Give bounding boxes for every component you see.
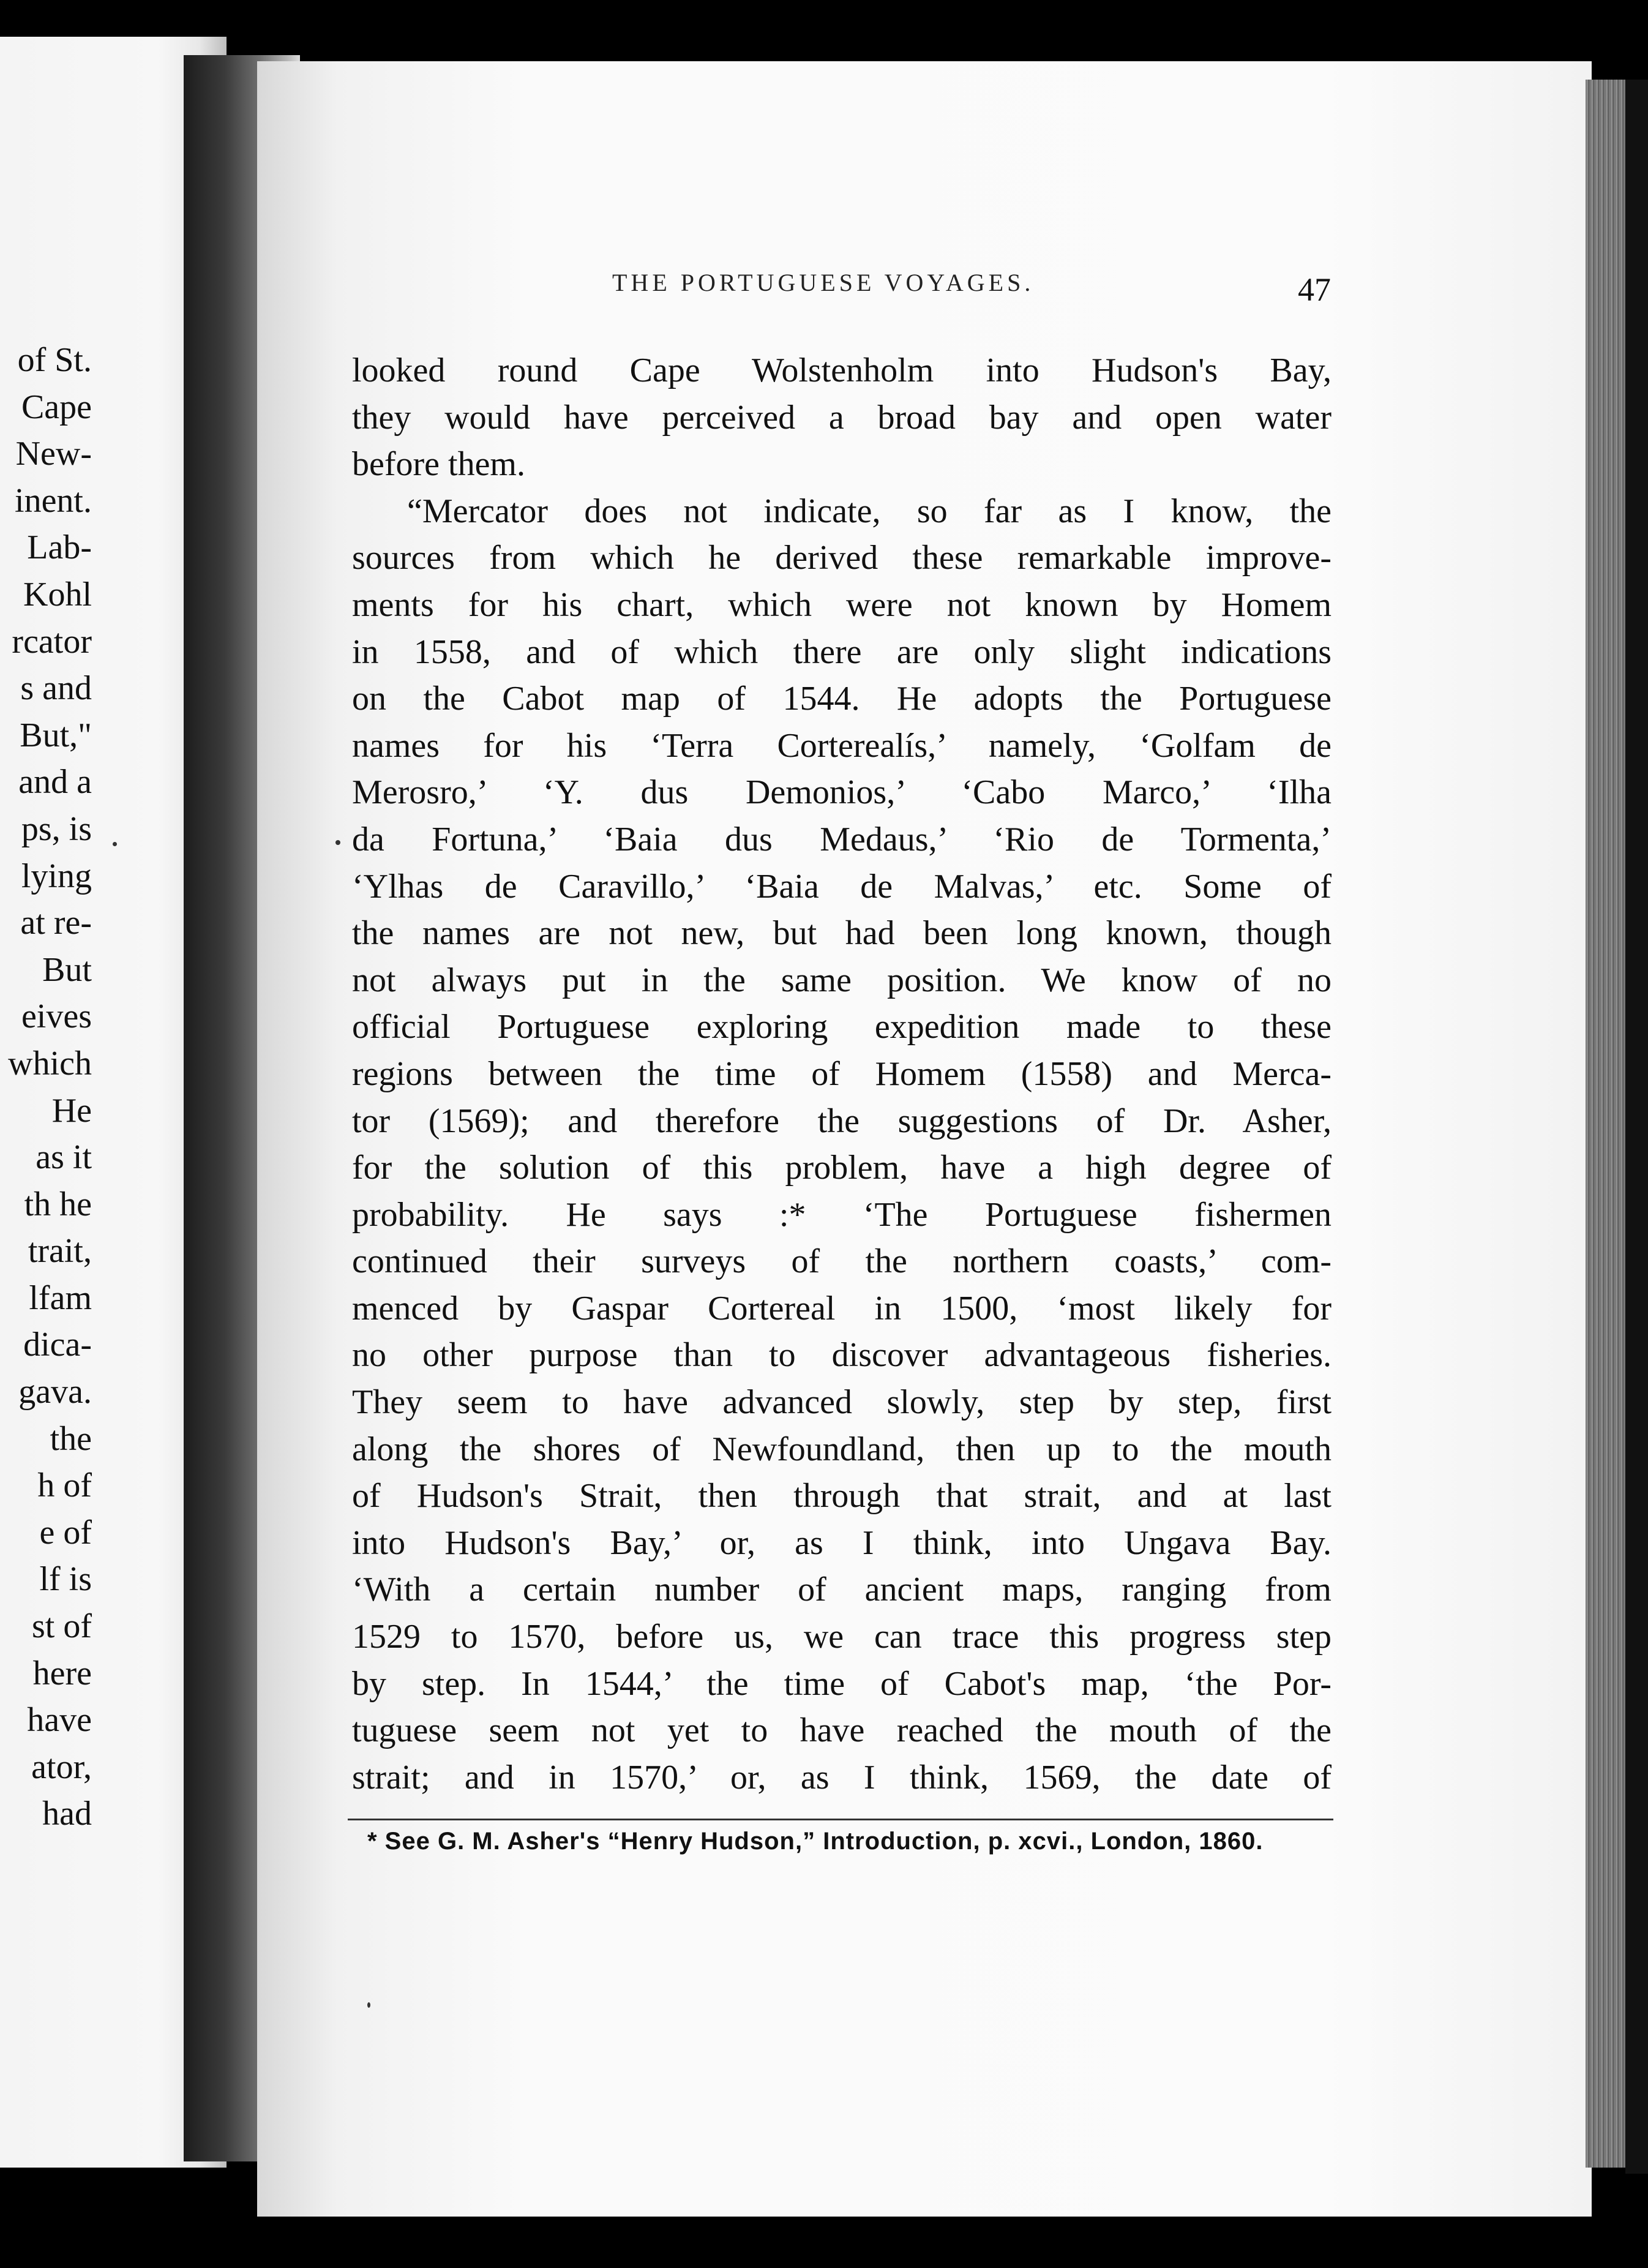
left-page-line: ps, is	[21, 809, 92, 848]
text-line: sources from which he derived these remarkable improve-	[352, 539, 1332, 577]
left-page-line: h of	[37, 1466, 92, 1505]
page-number: 47	[1298, 271, 1331, 308]
text-line: not always put in the same position. We know of no	[352, 961, 1332, 999]
left-page-line: eives	[21, 997, 92, 1036]
text-line: menced by Gaspar Cortereal in 1500, ‘most likely for	[352, 1289, 1332, 1327]
left-page-line: He	[51, 1091, 92, 1130]
left-page-line: gava.	[18, 1373, 92, 1411]
left-page-line: lf is	[39, 1560, 92, 1599]
left-page-line: as it	[36, 1138, 92, 1177]
text-line: tor (1569); and therefore the suggestions of Dr. Asher,	[352, 1102, 1332, 1140]
text-line: da Fortuna,’ ‘Baia dus Medaus,’ ‘Rio de Tormenta,’	[352, 820, 1332, 858]
running-head: THE PORTUGUESE VOYAGES.	[612, 269, 1035, 296]
left-page-line: st of	[32, 1607, 92, 1646]
body-text	[352, 347, 1332, 1801]
text-line: “Mercator does not indicate, so far as I know, the	[407, 492, 1332, 530]
left-page-line: e of	[39, 1513, 92, 1552]
left-page-line: inent.	[15, 481, 92, 520]
text-line: along the shores of Newfoundland, then up to the mouth	[352, 1430, 1332, 1468]
left-page-line: of St.	[17, 341, 92, 379]
left-page-line: trait,	[28, 1232, 92, 1271]
left-page-line: here	[32, 1654, 92, 1692]
text-line: for the solution of this problem, have a high degree of	[352, 1149, 1332, 1187]
left-page-line: But	[42, 950, 92, 989]
text-line: names for his ‘Terra Corterealís,’ namely, ‘Golfam de	[352, 726, 1332, 765]
text-line: of Hudson's Strait, then through that strait, and at last	[352, 1477, 1332, 1515]
left-page-line: which	[8, 1044, 92, 1083]
footnote-rule	[348, 1819, 1333, 1820]
footnote: * See G. M. Asher's “Henry Hudson,” Introduction, p. xcvi., London, 1860.	[367, 1828, 1264, 1855]
left-page-line: lying	[21, 857, 92, 895]
left-page-line: have	[27, 1701, 92, 1740]
left-page-line: and a	[18, 763, 92, 802]
margin-speck	[367, 2002, 370, 2008]
text-line: probability. He says :* ‘The Portuguese fishermen	[352, 1195, 1332, 1234]
text-line: by step. In 1544,’ the time of Cabot's map, ‘the Por-	[352, 1664, 1332, 1703]
left-page-line: Lab-	[27, 528, 92, 567]
text-line: before them.	[352, 445, 525, 484]
text-line: ments for his chart, which were not known by Homem	[352, 585, 1332, 624]
text-line: Merosro,’ ‘Y. dus Demonios,’ ‘Cabo Marco,’ ‘Ilha	[352, 773, 1332, 812]
text-line: on the Cabot map of 1544. He adopts the Portuguese	[352, 680, 1332, 718]
left-page-line: dica-	[23, 1326, 92, 1364]
margin-speck	[113, 842, 117, 846]
left-page-line: had	[42, 1795, 92, 1833]
left-page-line: rcator	[12, 622, 92, 661]
text-line: they would have perceived a broad bay and open water	[352, 398, 1332, 437]
text-line: continued their surveys of the northern coasts,’ com-	[352, 1242, 1332, 1281]
left-page-line: Kohl	[23, 575, 92, 614]
left-page-line: New-	[15, 435, 92, 473]
text-line: 1529 to 1570, before us, we can trace this progress step	[352, 1618, 1332, 1656]
text-line: ‘Ylhas de Caravillo,’ ‘Baia de Malvas,’ etc. Some of	[352, 867, 1332, 906]
text-line: into Hudson's Bay,’ or, as I think, into Ungava Bay.	[352, 1523, 1332, 1562]
left-page-line: But,"	[20, 716, 92, 754]
left-page-line: Cape	[21, 388, 92, 426]
page-block-shadow	[1625, 80, 1648, 2174]
left-page-line: the	[50, 1419, 92, 1458]
left-page-text	[0, 337, 92, 1838]
text-line: in 1558, and of which there are only slight indications	[352, 633, 1332, 671]
text-line: strait; and in 1570,’ or, as I think, 1569, the date of	[352, 1758, 1332, 1797]
left-page-line: at re-	[20, 904, 92, 942]
text-line: looked round Cape Wolstenholm into Hudson's Bay,	[352, 351, 1332, 389]
left-page-line: lfam	[29, 1279, 92, 1317]
text-line: no other purpose than to discover advantageous fisheries.	[352, 1336, 1332, 1375]
margin-speck	[335, 840, 340, 845]
page-block-edges	[1586, 80, 1628, 2168]
text-line: They seem to have advanced slowly, step by step, first	[352, 1383, 1332, 1422]
text-line: ‘With a certain number of ancient maps, ranging from	[352, 1571, 1332, 1609]
text-line: tuguese seem not yet to have reached the mouth of the	[352, 1711, 1332, 1750]
left-page-line: s and	[20, 669, 92, 708]
left-page-line: ator,	[31, 1748, 92, 1786]
left-page-line: th he	[24, 1185, 92, 1223]
text-line: regions between the time of Homem (1558) and Merca-	[352, 1054, 1332, 1093]
text-line: official Portuguese exploring expedition made to these	[352, 1008, 1332, 1046]
text-line: the names are not new, but had been long known, though	[352, 914, 1332, 953]
